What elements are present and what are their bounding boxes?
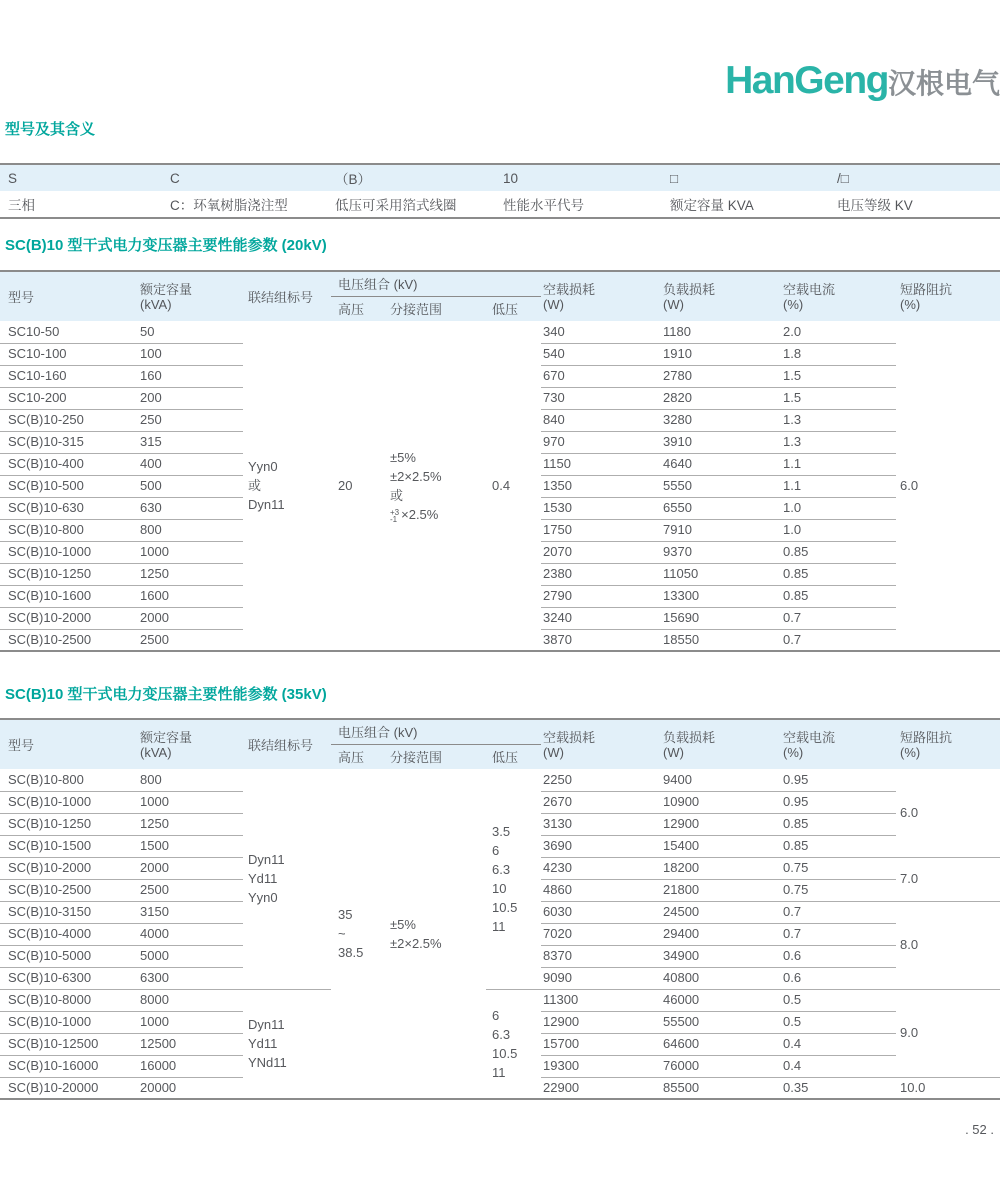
noload-current-cell: 0.75	[781, 879, 896, 901]
load-loss-cell: 64600	[661, 1033, 781, 1055]
load-loss-cell: 46000	[661, 989, 781, 1011]
noload-loss-cell: 340	[541, 321, 661, 343]
lv-cell: 6 6.3 10.5 11	[492, 1007, 518, 1080]
capacity-cell: 800	[133, 769, 243, 791]
model-cell: SC(B)10-800	[0, 769, 133, 791]
impedance-cell: 7.0	[896, 857, 1000, 901]
capacity-cell: 1600	[133, 585, 243, 607]
load-loss-cell: 34900	[661, 945, 781, 967]
capacity-cell: 50	[133, 321, 243, 343]
model-cell: SC(B)10-800	[0, 519, 133, 541]
header-noload-loss: 空载损耗 (W)	[541, 271, 661, 321]
header-connection: 联结组标号	[243, 719, 331, 769]
noload-current-cell: 0.85	[781, 563, 896, 585]
model-cell: SC10-160	[0, 365, 133, 387]
load-loss-cell: 9400	[661, 769, 781, 791]
code-cell: 10	[495, 164, 662, 191]
noload-loss-cell: 4860	[541, 879, 661, 901]
model-cell: SC10-200	[0, 387, 133, 409]
model-cell: SC(B)10-8000	[0, 989, 133, 1011]
model-cell: SC(B)10-1500	[0, 835, 133, 857]
model-cell: SC(B)10-16000	[0, 1055, 133, 1077]
noload-current-cell: 0.5	[781, 1011, 896, 1033]
noload-current-cell: 0.6	[781, 967, 896, 989]
noload-current-cell: 1.1	[781, 475, 896, 497]
capacity-cell: 5000	[133, 945, 243, 967]
performance-table-35kv	[0, 718, 1000, 1100]
noload-loss-cell: 4230	[541, 857, 661, 879]
capacity-cell: 315	[133, 431, 243, 453]
load-loss-cell: 76000	[661, 1055, 781, 1077]
hv-cell: 20	[338, 477, 353, 493]
header-model: 型号	[0, 271, 133, 321]
company-logo	[725, 58, 1000, 112]
noload-loss-cell: 540	[541, 343, 661, 365]
noload-loss-cell: 2380	[541, 563, 661, 585]
meaning-cell: 三相	[8, 198, 35, 213]
noload-current-cell: 0.75	[781, 857, 896, 879]
capacity-cell: 2000	[133, 857, 243, 879]
model-cell: SC(B)10-5000	[0, 945, 133, 967]
noload-current-cell: 0.85	[781, 835, 896, 857]
model-cell: SC(B)10-250	[0, 409, 133, 431]
capacity-cell: 1500	[133, 835, 243, 857]
model-cell: SC(B)10-315	[0, 431, 133, 453]
model-meaning-table	[0, 163, 1000, 219]
noload-current-cell: 0.7	[781, 923, 896, 945]
tap-range-cell: ±5% ±2×2.5% 或 +3 -1 ×2.5%	[390, 449, 442, 524]
section-title-35kv: SC(B)10 型干式电力变压器主要性能参数 (35kV)	[5, 686, 327, 703]
capacity-cell: 250	[133, 409, 243, 431]
load-loss-cell: 18200	[661, 857, 781, 879]
noload-current-cell: 0.85	[781, 585, 896, 607]
meaning-cell: C：环氧树脂浇注型	[170, 198, 288, 213]
load-loss-cell: 15400	[661, 835, 781, 857]
header-voltage-group: 电压组合 (kV)	[331, 719, 541, 744]
header-lv: 低压	[486, 296, 541, 321]
meaning-text-row	[0, 191, 1000, 218]
capacity-cell: 6300	[133, 967, 243, 989]
header-hv: 高压	[331, 296, 386, 321]
noload-loss-cell: 9090	[541, 967, 661, 989]
impedance-cell: 9.0	[896, 989, 1000, 1077]
model-cell: SC(B)10-1250	[0, 563, 133, 585]
code-cell: C	[162, 164, 327, 191]
noload-loss-cell: 1150	[541, 453, 661, 475]
noload-current-cell: 1.1	[781, 453, 896, 475]
section-title-20kv: SC(B)10 型干式电力变压器主要性能参数 (20kV)	[5, 237, 327, 254]
capacity-cell: 200	[133, 387, 243, 409]
noload-loss-cell: 8370	[541, 945, 661, 967]
capacity-cell: 12500	[133, 1033, 243, 1055]
noload-loss-cell: 19300	[541, 1055, 661, 1077]
noload-loss-cell: 1750	[541, 519, 661, 541]
connection-cell: Dyn11 Yd11 Yyn0	[243, 769, 331, 989]
noload-loss-cell: 6030	[541, 901, 661, 923]
model-cell: SC(B)10-2500	[0, 879, 133, 901]
load-loss-cell: 9370	[661, 541, 781, 563]
header-row-1	[0, 271, 1000, 296]
noload-loss-cell: 1350	[541, 475, 661, 497]
noload-current-cell: 0.85	[781, 813, 896, 835]
code-cell: /□	[829, 164, 1000, 191]
noload-loss-cell: 3690	[541, 835, 661, 857]
header-impedance: 短路阻抗 (%)	[896, 271, 1000, 321]
noload-current-cell: 2.0	[781, 321, 896, 343]
capacity-cell: 3150	[133, 901, 243, 923]
connection-cell: Yyn0 或 Dyn11	[248, 459, 285, 512]
header-tap-range: 分接范围	[386, 744, 486, 769]
model-cell: SC10-50	[0, 321, 133, 343]
capacity-cell: 8000	[133, 989, 243, 1011]
noload-current-cell: 0.7	[781, 901, 896, 923]
load-loss-cell: 12900	[661, 813, 781, 835]
capacity-cell: 16000	[133, 1055, 243, 1077]
load-loss-cell: 13300	[661, 585, 781, 607]
capacity-cell: 1250	[133, 563, 243, 585]
noload-current-cell: 0.95	[781, 769, 896, 791]
model-cell: SC(B)10-1000	[0, 1011, 133, 1033]
impedance-cell: 10.0	[900, 1079, 926, 1095]
lv-cell: 0.4	[492, 477, 511, 493]
noload-loss-cell: 11300	[541, 989, 661, 1011]
noload-loss-cell: 670	[541, 365, 661, 387]
load-loss-cell: 11050	[661, 563, 781, 585]
load-loss-cell: 29400	[661, 923, 781, 945]
noload-loss-cell: 2250	[541, 769, 661, 791]
load-loss-cell: 18550	[663, 631, 700, 647]
lv-cell: 3.5 6 6.3 10 10.5 11	[486, 769, 541, 989]
header-noload-current: 空载电流 (%)	[781, 719, 896, 769]
meaning-cell: 额定容量 KVA	[670, 198, 754, 213]
performance-table-20kv	[0, 270, 1000, 652]
table-header	[0, 719, 1000, 769]
noload-loss-cell: 840	[541, 409, 661, 431]
load-loss-cell: 5550	[661, 475, 781, 497]
noload-loss-cell: 22900	[543, 1079, 580, 1095]
code-cell: □	[662, 164, 829, 191]
table-row	[0, 989, 1000, 1011]
header-load-loss: 负载损耗 (W)	[661, 719, 781, 769]
noload-loss-cell: 12900	[541, 1011, 661, 1033]
capacity-cell: 1000	[133, 541, 243, 563]
capacity-cell: 1000	[133, 1011, 243, 1033]
table-body-20kv	[0, 321, 1000, 651]
load-loss-cell: 1910	[661, 343, 781, 365]
noload-loss-cell: 3130	[541, 813, 661, 835]
noload-current-cell: 0.35	[783, 1079, 809, 1095]
header-capacity: 额定容量 (kVA)	[133, 271, 243, 321]
noload-current-cell: 1.0	[781, 497, 896, 519]
load-loss-cell: 24500	[661, 901, 781, 923]
noload-loss-cell: 3870	[543, 631, 572, 647]
load-loss-cell: 6550	[661, 497, 781, 519]
model-cell: SC(B)10-630	[0, 497, 133, 519]
tap-plus-minus-steps: +3 -1	[390, 507, 400, 524]
noload-loss-cell: 1530	[541, 497, 661, 519]
table-header	[0, 271, 1000, 321]
noload-current-cell: 1.0	[781, 519, 896, 541]
noload-loss-cell: 15700	[541, 1033, 661, 1055]
header-noload-current: 空载电流 (%)	[781, 271, 896, 321]
load-loss-cell: 4640	[661, 453, 781, 475]
noload-current-cell: 1.5	[781, 365, 896, 387]
noload-loss-cell: 2670	[541, 791, 661, 813]
capacity-cell: 20000	[140, 1079, 177, 1095]
noload-current-cell: 0.7	[783, 631, 802, 647]
meaning-cell: 性能水平代号	[503, 198, 584, 213]
model-cell: SC10-100	[0, 343, 133, 365]
noload-loss-cell: 3240	[541, 607, 661, 629]
table-body-35kv	[0, 769, 1000, 1099]
section-title-model-meaning: 型号及其含义	[5, 121, 96, 138]
header-connection: 联结组标号	[243, 271, 331, 321]
noload-current-cell: 0.4	[781, 1055, 896, 1077]
page-number: . 52 .	[965, 1122, 994, 1137]
model-cell: SC(B)10-6300	[0, 967, 133, 989]
model-cell: SC(B)10-12500	[0, 1033, 133, 1055]
noload-loss-cell: 970	[541, 431, 661, 453]
noload-loss-cell: 730	[541, 387, 661, 409]
load-loss-cell: 2820	[661, 387, 781, 409]
header-tap-range: 分接范围	[386, 296, 486, 321]
header-voltage-group: 电压组合 (kV)	[331, 271, 541, 296]
capacity-cell: 400	[133, 453, 243, 475]
model-cell: SC(B)10-1000	[0, 791, 133, 813]
load-loss-cell: 55500	[661, 1011, 781, 1033]
load-loss-cell: 1180	[661, 321, 781, 343]
header-lv: 低压	[486, 744, 541, 769]
noload-current-cell: 1.8	[781, 343, 896, 365]
model-cell: SC(B)10-2000	[0, 607, 133, 629]
capacity-cell: 1000	[133, 791, 243, 813]
noload-current-cell: 1.5	[781, 387, 896, 409]
load-loss-cell: 10900	[661, 791, 781, 813]
impedance-cell: 6.0	[900, 477, 919, 493]
header-load-loss: 负载损耗 (W)	[661, 271, 781, 321]
capacity-cell: 500	[133, 475, 243, 497]
meaning-code-row	[0, 164, 1000, 191]
load-loss-cell: 15690	[661, 607, 781, 629]
header-row-1	[0, 719, 1000, 744]
header-noload-loss: 空载损耗 (W)	[541, 719, 661, 769]
noload-current-cell: 1.3	[781, 409, 896, 431]
tap-range-cell: ±5% ±2×2.5%	[390, 916, 442, 951]
code-cell: （B）	[327, 164, 495, 191]
logo-chinese-text: 汉根电气	[887, 68, 1000, 99]
noload-loss-cell: 7020	[541, 923, 661, 945]
noload-loss-cell: 2790	[541, 585, 661, 607]
noload-current-cell: 1.3	[781, 431, 896, 453]
model-cell: SC(B)10-2000	[0, 857, 133, 879]
model-cell: SC(B)10-500	[0, 475, 133, 497]
hv-cell: 35 ~ 38.5	[338, 907, 364, 960]
capacity-cell: 4000	[133, 923, 243, 945]
table-row	[0, 769, 1000, 791]
header-impedance: 短路阻抗 (%)	[896, 719, 1000, 769]
capacity-cell: 1250	[133, 813, 243, 835]
header-capacity: 额定容量 (kVA)	[133, 719, 243, 769]
model-cell: SC(B)10-20000	[8, 1079, 99, 1095]
model-cell: SC(B)10-400	[0, 453, 133, 475]
capacity-cell: 2500	[133, 879, 243, 901]
noload-current-cell: 0.6	[781, 945, 896, 967]
noload-current-cell: 0.7	[781, 607, 896, 629]
noload-current-cell: 0.85	[781, 541, 896, 563]
code-cell: S	[0, 164, 162, 191]
model-cell: SC(B)10-4000	[0, 923, 133, 945]
header-model: 型号	[0, 719, 133, 769]
noload-loss-cell: 2070	[541, 541, 661, 563]
load-loss-cell: 3910	[661, 431, 781, 453]
load-loss-cell: 2780	[661, 365, 781, 387]
impedance-cell: 6.0	[896, 769, 1000, 857]
logo-latin-text: HanGeng	[725, 59, 888, 102]
capacity-cell: 800	[133, 519, 243, 541]
capacity-cell: 160	[133, 365, 243, 387]
table-row	[0, 321, 1000, 343]
meaning-cell: 电压等级 KV	[837, 198, 913, 213]
noload-current-cell: 0.95	[781, 791, 896, 813]
model-cell: SC(B)10-2500	[8, 631, 92, 647]
load-loss-cell: 85500	[663, 1079, 700, 1095]
model-cell: SC(B)10-1000	[0, 541, 133, 563]
model-cell: SC(B)10-1600	[0, 585, 133, 607]
connection-cell: Dyn11 Yd11 YNd11	[248, 1017, 287, 1071]
capacity-cell: 100	[133, 343, 243, 365]
noload-current-cell: 0.5	[781, 989, 896, 1011]
capacity-cell: 630	[133, 497, 243, 519]
impedance-cell: 8.0	[896, 901, 1000, 989]
model-cell: SC(B)10-3150	[0, 901, 133, 923]
load-loss-cell: 3280	[661, 409, 781, 431]
load-loss-cell: 40800	[661, 967, 781, 989]
noload-current-cell: 0.4	[781, 1033, 896, 1055]
model-cell: SC(B)10-1250	[0, 813, 133, 835]
meaning-cell: 低压可采用箔式线圈	[335, 198, 457, 213]
load-loss-cell: 21800	[661, 879, 781, 901]
load-loss-cell: 7910	[661, 519, 781, 541]
capacity-cell: 2500	[140, 631, 169, 647]
capacity-cell: 2000	[133, 607, 243, 629]
header-hv: 高压	[331, 744, 386, 769]
